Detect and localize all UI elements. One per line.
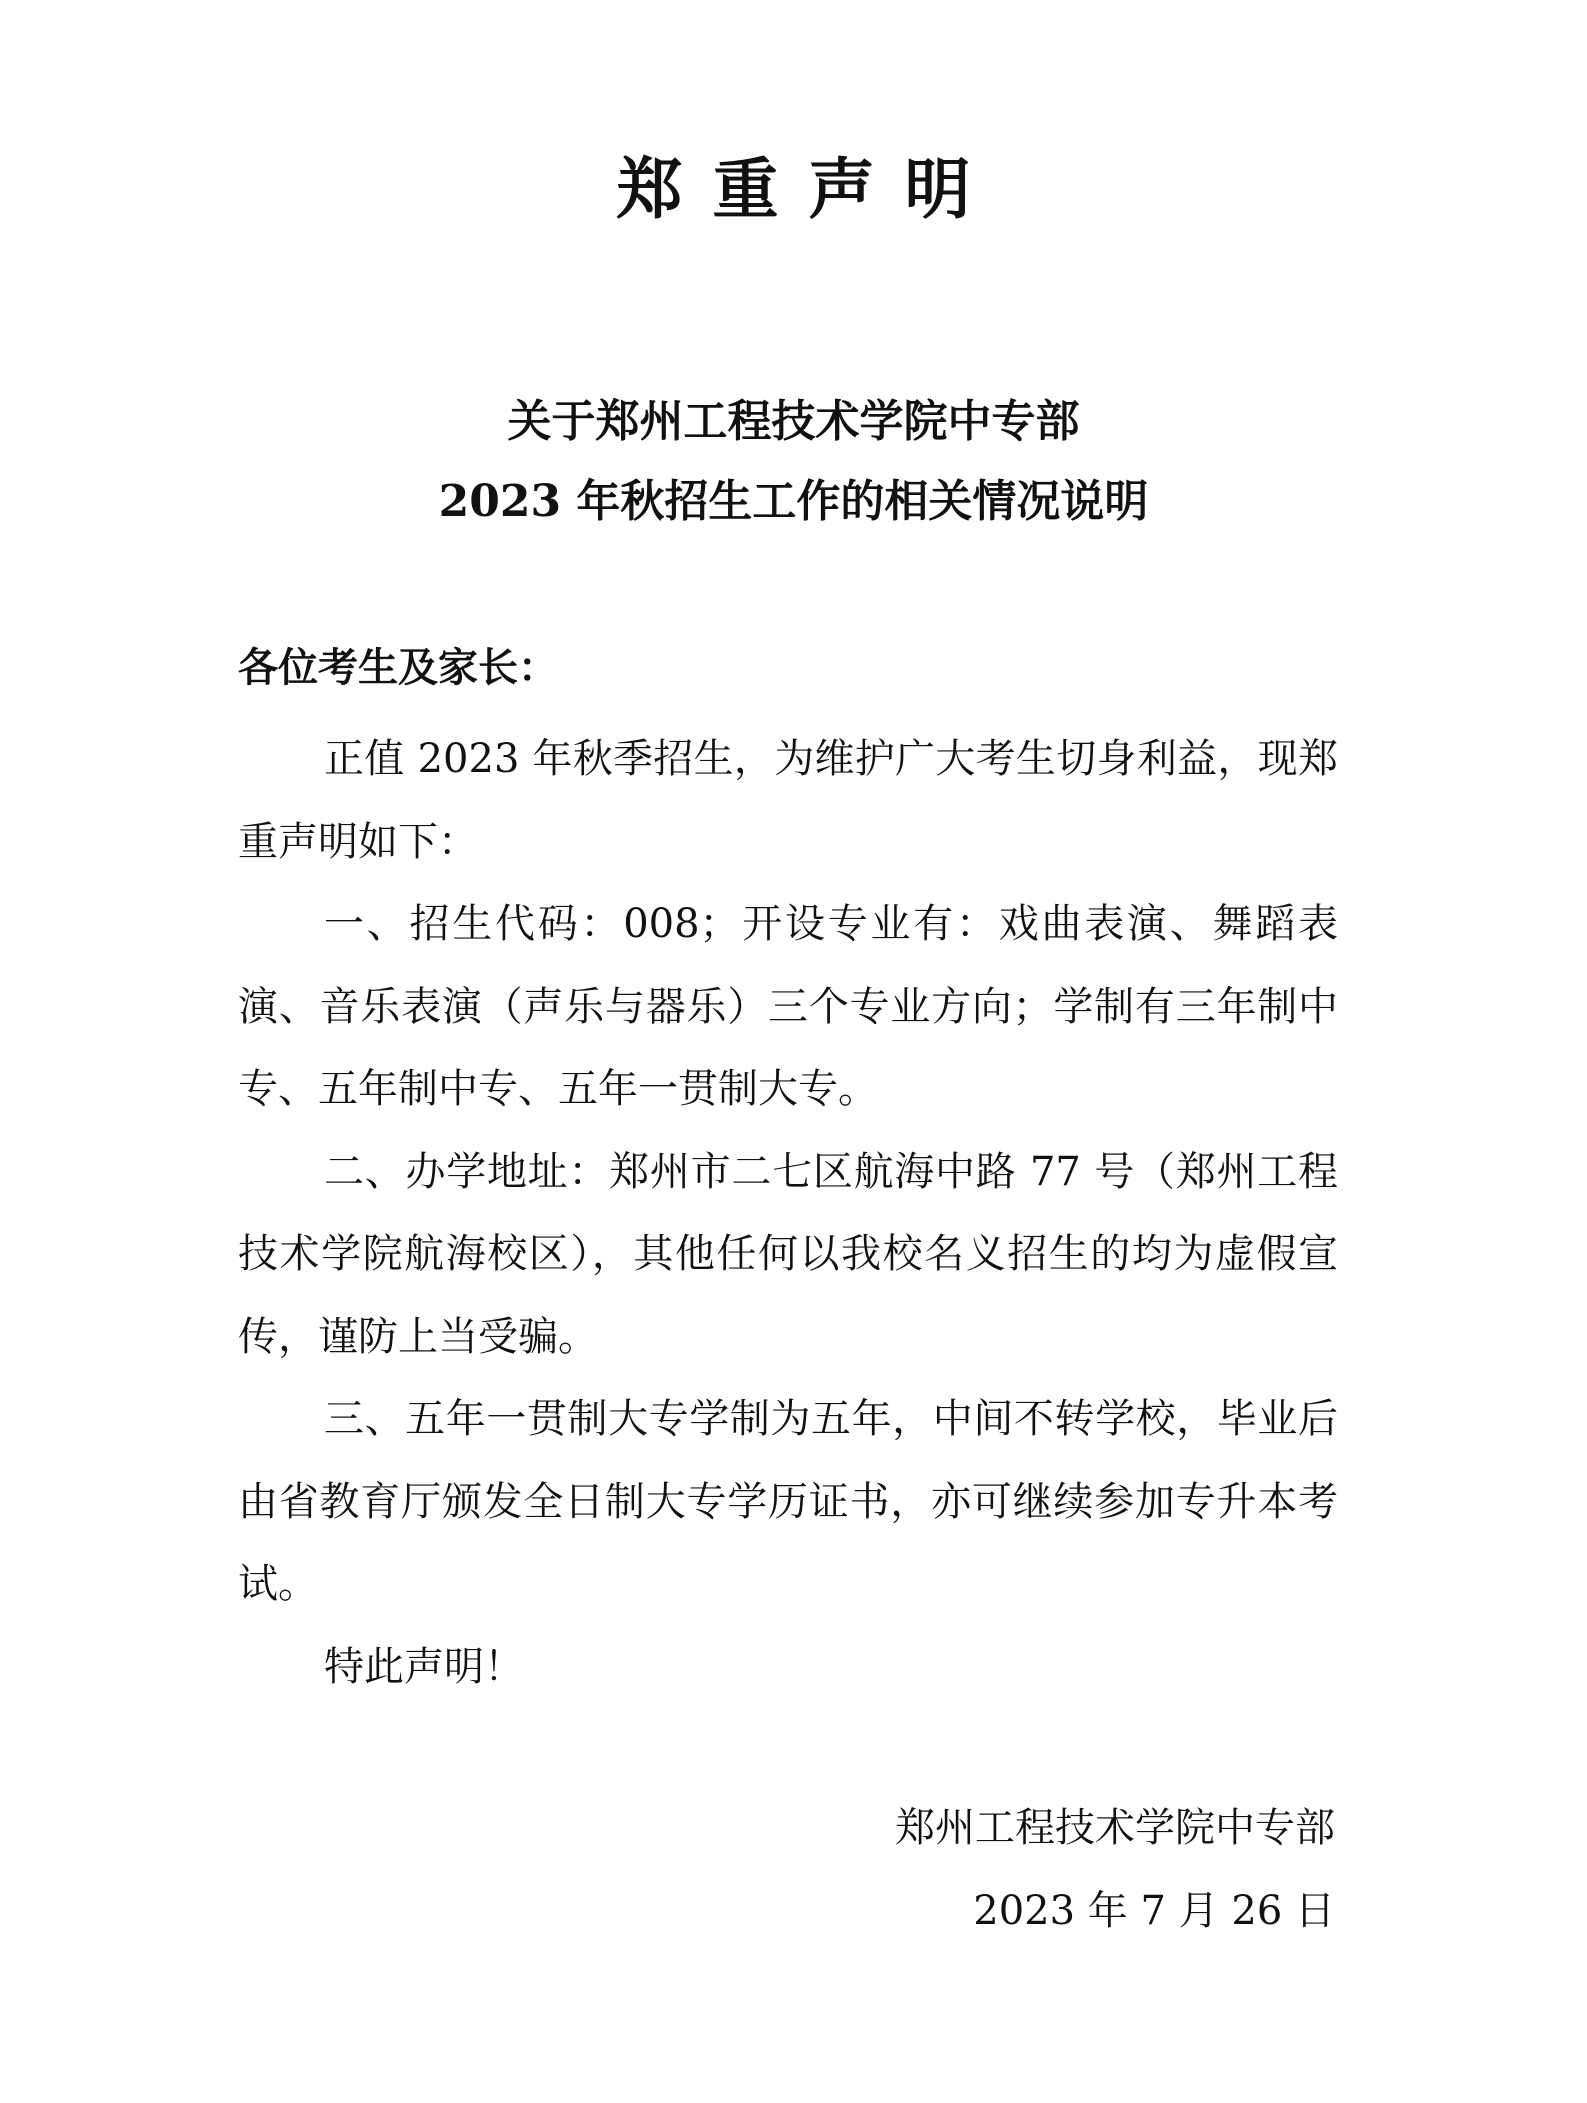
paragraph-closing: 特此声明！ (324, 1643, 524, 1690)
paragraph-item-1: 一、招生代码：008；开设专业有：戏曲表演、舞蹈表演、音乐表演（声乐与器乐）三个专业方向；学制有三年制中专、五年制中专、五年一贯制大专。 (238, 901, 1338, 1112)
subtitle-line-1: 关于郑州工程技术学院中专部 (507, 396, 1080, 447)
greeting: 各位考生及家长： (238, 645, 558, 691)
signature-date: 2023 年 7 月 26 日 (973, 1888, 1335, 1934)
paragraph-intro: 正值 2023 年秋季招生，为维护广大考生切身利益，现郑重声明如下： (238, 736, 1338, 865)
signature-organization: 郑州工程技术学院中专部 (895, 1805, 1335, 1851)
page-title: 郑重声明 (616, 151, 1001, 228)
paragraph-item-2: 二、办学地址：郑州市二七区航海中路 77 号（郑州工程技术学院航海校区），其他任何以我校名义招生的均为虚假宣传，谨防上当受骗。 (238, 1148, 1338, 1360)
subtitle-line-2: 2023 年秋招生工作的相关情况说明 (438, 476, 1149, 527)
paragraph-item-3: 三、五年一贯制大专学制为五年，中间不转学校，毕业后由省教育厅颁发全日制大专学历证书，亦可继续参加专升本考试。 (238, 1396, 1338, 1607)
body-text (238, 718, 1338, 1708)
